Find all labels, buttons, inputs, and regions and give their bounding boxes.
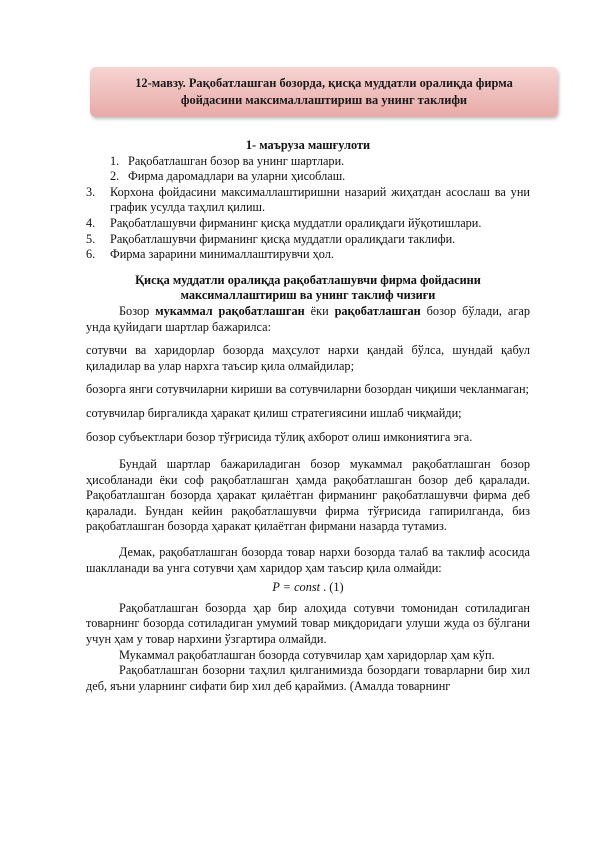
body-paragraph: Демак, рақобатлашган бозорда товар нархи бозорда талаб ва таклиф асосида шаклланади ва унга сотувчи ҳам харидор ҳам таъсир қила олмайди:	[86, 545, 530, 575]
body-paragraph: Мукаммал рақобатлашган бозорда сотувчилар ҳам харидорлар ҳам кўп.	[119, 647, 495, 662]
lecture-subtitle: 1- маъруза машғулоти	[245, 138, 371, 152]
topic-title-banner	[90, 67, 558, 117]
list-item: 4. Рақобатлашувчи фирманинг қисқа муддатли оралиқдаги йўқотишлари.	[86, 215, 482, 230]
section-heading: Қисқа муддатли оралиқда рақобатлашувчи фирма фойдасини максималлаштириш ва унинг таклиф чизиғи	[135, 272, 481, 303]
list-item: 1. Рақобатлашган бозор ва унинг шартлари.	[110, 153, 345, 168]
body-paragraph: Бундай шартлар бажариладиган бозор мукаммал рақобатлашган бозор ҳисобланади ёки соф рақобатлашган ҳамда рақобатлашган бозор деб қаралади. Рақобатлашган бозорда ҳаракат қилаётган фирманинг рақобатлашувчи фирма деб қаралади. Бундан кейин рақобатлашувчи фирма тўғрисида гапирилганда, биз рақобатлашган бозорда ҳаракат қилаётган фирмани назарда тутамиз.	[86, 457, 530, 534]
document-body	[86, 138, 530, 694]
topic-title-line-2: фойдасини максималлаштириш ва унинг таклифи	[180, 93, 468, 107]
list-item: 3. Корхона фойдасини максималлаштиришни назарий жиҳатдан асослаш ва уни график усулда таҳлил қилиш.	[86, 184, 530, 215]
formula-1: P = const . (1)	[272, 580, 344, 595]
lecture-plan-list	[86, 154, 530, 263]
list-item: 6. Фирма зарарини минималлаштирувчи ҳол.	[86, 247, 334, 262]
condition-paragraph: бозор субъектлари бозор тўғрисида тўлиқ ахборот олиш имкониятига эга.	[86, 429, 473, 444]
topic-title-line-1: 12-мавзу. Рақобатлашган бозорда, қисқа муддатли оралиқда фирма	[135, 76, 513, 90]
intro-paragraph: Бозор мукаммал рақобатлашган ёки рақобатлашган бозор бўлади, агар унда қуйидаги шартлар бажарилса:	[86, 303, 530, 334]
list-item: 2. Фирма даромадлари ва уларни ҳисоблаш.	[110, 169, 346, 184]
condition-paragraph: сотувчи ва харидорлар бозорда маҳсулот нархи қандай бўлса, шундай қабул қиладилар ва улар нархга таъсир қила олмайдилар;	[86, 343, 530, 373]
condition-paragraph: сотувчилар биргаликда ҳаракат қилиш стратегиясини ишлаб чиқмайди;	[86, 405, 462, 420]
body-paragraph: Рақобатлашган бозорни таҳлил қилганимизда бозордаги товарларни бир хил деб, яъни уларнинг сифати бир хил деб қараймиз. (Амалда товарнинг	[86, 663, 530, 693]
body-paragraph: Рақобатлашган бозорда ҳар бир алоҳида сотувчи томонидан сотиладиган товарнинг бозорда сотиладиган умумий товар миқдоридаги улуши жуда оз бўлгани учун ҳам у товар нархини ўзгартира олмайди.	[86, 600, 530, 647]
list-item: 5. Рақобатлашувчи фирманинг қисқа муддатли оралиқдаги таклифи.	[86, 231, 456, 246]
condition-paragraph: бозорга янги сотувчиларни кириши ва сотувчиларни бозордан чиқиши чекланмаган;	[86, 382, 529, 397]
